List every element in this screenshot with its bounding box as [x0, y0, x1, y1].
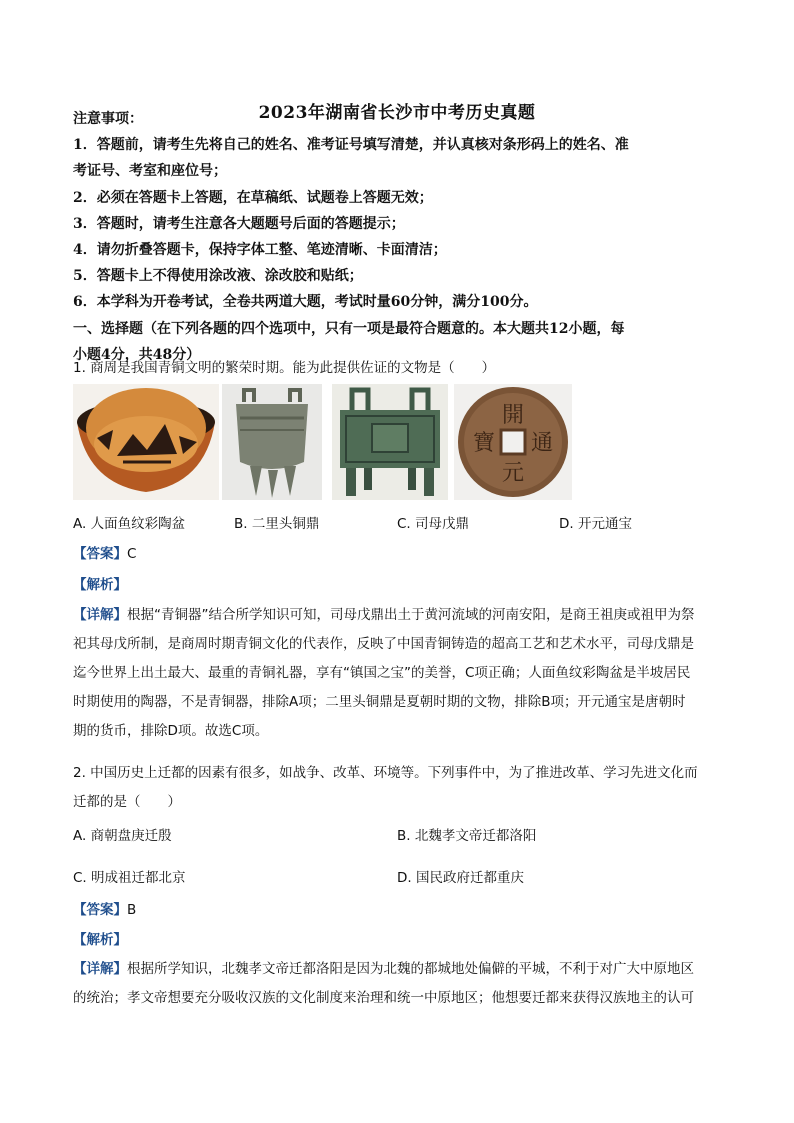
notice-item: 6．本学科为开卷考试，全卷共两道大题，考试时量60分钟，满分100分。: [73, 294, 538, 311]
detail-label: 【详解】: [73, 607, 127, 623]
q2-option-c: C. 明成祖迁都北京: [73, 870, 186, 886]
q2-stem-line: 2. 中国历史上迁都的因素有很多，如战争、改革、环境等。下列事件中，为了推进改革、学习先进文化而: [73, 765, 698, 781]
q1-option-a: A. 人面鱼纹彩陶盆: [73, 516, 186, 532]
pottery-basin-image: [73, 384, 219, 500]
notice-item: 2．必须在答题卡上答题，在草稿纸、试题卷上答题无效；: [73, 189, 433, 206]
notice-item: 1．答题前，请考生先将自己的姓名、准考证号填写清楚，并认真核对条形码上的姓名、准: [73, 137, 629, 154]
notice-section: [73, 106, 723, 368]
q1-analysis: [73, 573, 127, 593]
erlitou-ding-image: [222, 384, 322, 500]
q2-stem: [73, 759, 721, 817]
q2-option-a: A. 商朝盘庚迁殷: [73, 828, 172, 844]
coin-char-bottom: 元: [501, 461, 525, 486]
page-title: 2023年湖南省长沙市中考历史真题: [258, 103, 536, 123]
detail-line: 期的货币，排除D项。故选C项。: [73, 723, 269, 739]
q2-option-b: B. 北魏孝文帝迁都洛阳: [397, 828, 537, 844]
notice-item: 5．答题卡上不得使用涂改液、涂改胶和贴纸；: [73, 268, 363, 285]
coin-char-left: 寶: [472, 431, 496, 456]
q2-detail: [73, 955, 721, 1013]
q2-stem-line: 迁都的是（ ）: [73, 794, 181, 810]
detail-line: 迄今世界上出土最大、最重的青铜礼器，享有“镇国之宝”的美誉，C项正确；人面鱼纹彩陶盆是半坡居民: [73, 665, 691, 681]
q1-answer: [73, 542, 136, 562]
q1-detail: [73, 601, 721, 746]
notice-item: 考证号、考室和座位号；: [73, 163, 227, 180]
section-heading: 一、选择题（在下列各题的四个选项中，只有一项是最符合题意的。本大题共12小题，每: [73, 320, 625, 337]
coin-char-top: 開: [501, 403, 525, 428]
answer-label: 【答案】: [73, 546, 127, 562]
q1-option-b: B. 二里头铜鼎: [234, 516, 320, 532]
notice-item: 4．请勿折叠答题卡，保持字体工整、笔迹清晰、卡面清洁；: [73, 242, 447, 259]
detail-label: 【详解】: [73, 961, 127, 977]
detail-line: 根据所学知识，北魏孝文帝迁都洛阳是因为北魏的都城地处偏僻的平城，不利于对广大中原地区: [127, 961, 694, 977]
answer-value: C: [127, 546, 137, 562]
coin-char-right: 通: [530, 431, 554, 456]
q1-option-d: D. 开元通宝: [559, 516, 632, 532]
answer-label: 【答案】: [73, 902, 127, 918]
kaiyuan-coin-image: [454, 384, 572, 500]
notice-item: 3．答题时，请考生注意各大题题号后面的答题提示；: [73, 215, 405, 232]
q2-option-d: D. 国民政府迁都重庆: [397, 870, 524, 886]
q1-stem: 1. 商周是我国青铜文明的繁荣时期。能为此提供佐证的文物是（ ）: [73, 360, 496, 376]
detail-line: 祀其母戊所制，是商周时期青铜文化的代表作，反映了中国青铜铸造的超高工艺和艺术水平，司母戊鼎是: [73, 636, 694, 652]
q2-analysis: [73, 928, 127, 948]
detail-line: 时期使用的陶器，不是青铜器，排除A项；二里头铜鼎是夏朝时期的文物，排除B项；开元通宝是唐朝时: [73, 694, 686, 710]
detail-line: 根据“青铜器”结合所学知识可知，司母戊鼎出土于黄河流域的河南安阳，是商王祖庚或祖甲为祭: [127, 607, 695, 623]
answer-value: B: [127, 902, 137, 918]
notice-heading: 注意事项：: [73, 111, 143, 127]
section-heading-cont: 小题4分，共48分）: [73, 346, 201, 363]
q2-answer: [73, 898, 136, 918]
analysis-label: 【解析】: [73, 577, 127, 593]
q1-figures: [73, 384, 593, 500]
analysis-label: 【解析】: [73, 932, 127, 948]
simuwu-ding-image: [332, 384, 448, 500]
q1-option-c: C. 司母戊鼎: [397, 516, 470, 532]
detail-line: 的统治；孝文帝想要充分吸收汉族的文化制度来治理和统一中原地区；他想要迁都来获得汉族地主的认可: [73, 990, 694, 1006]
